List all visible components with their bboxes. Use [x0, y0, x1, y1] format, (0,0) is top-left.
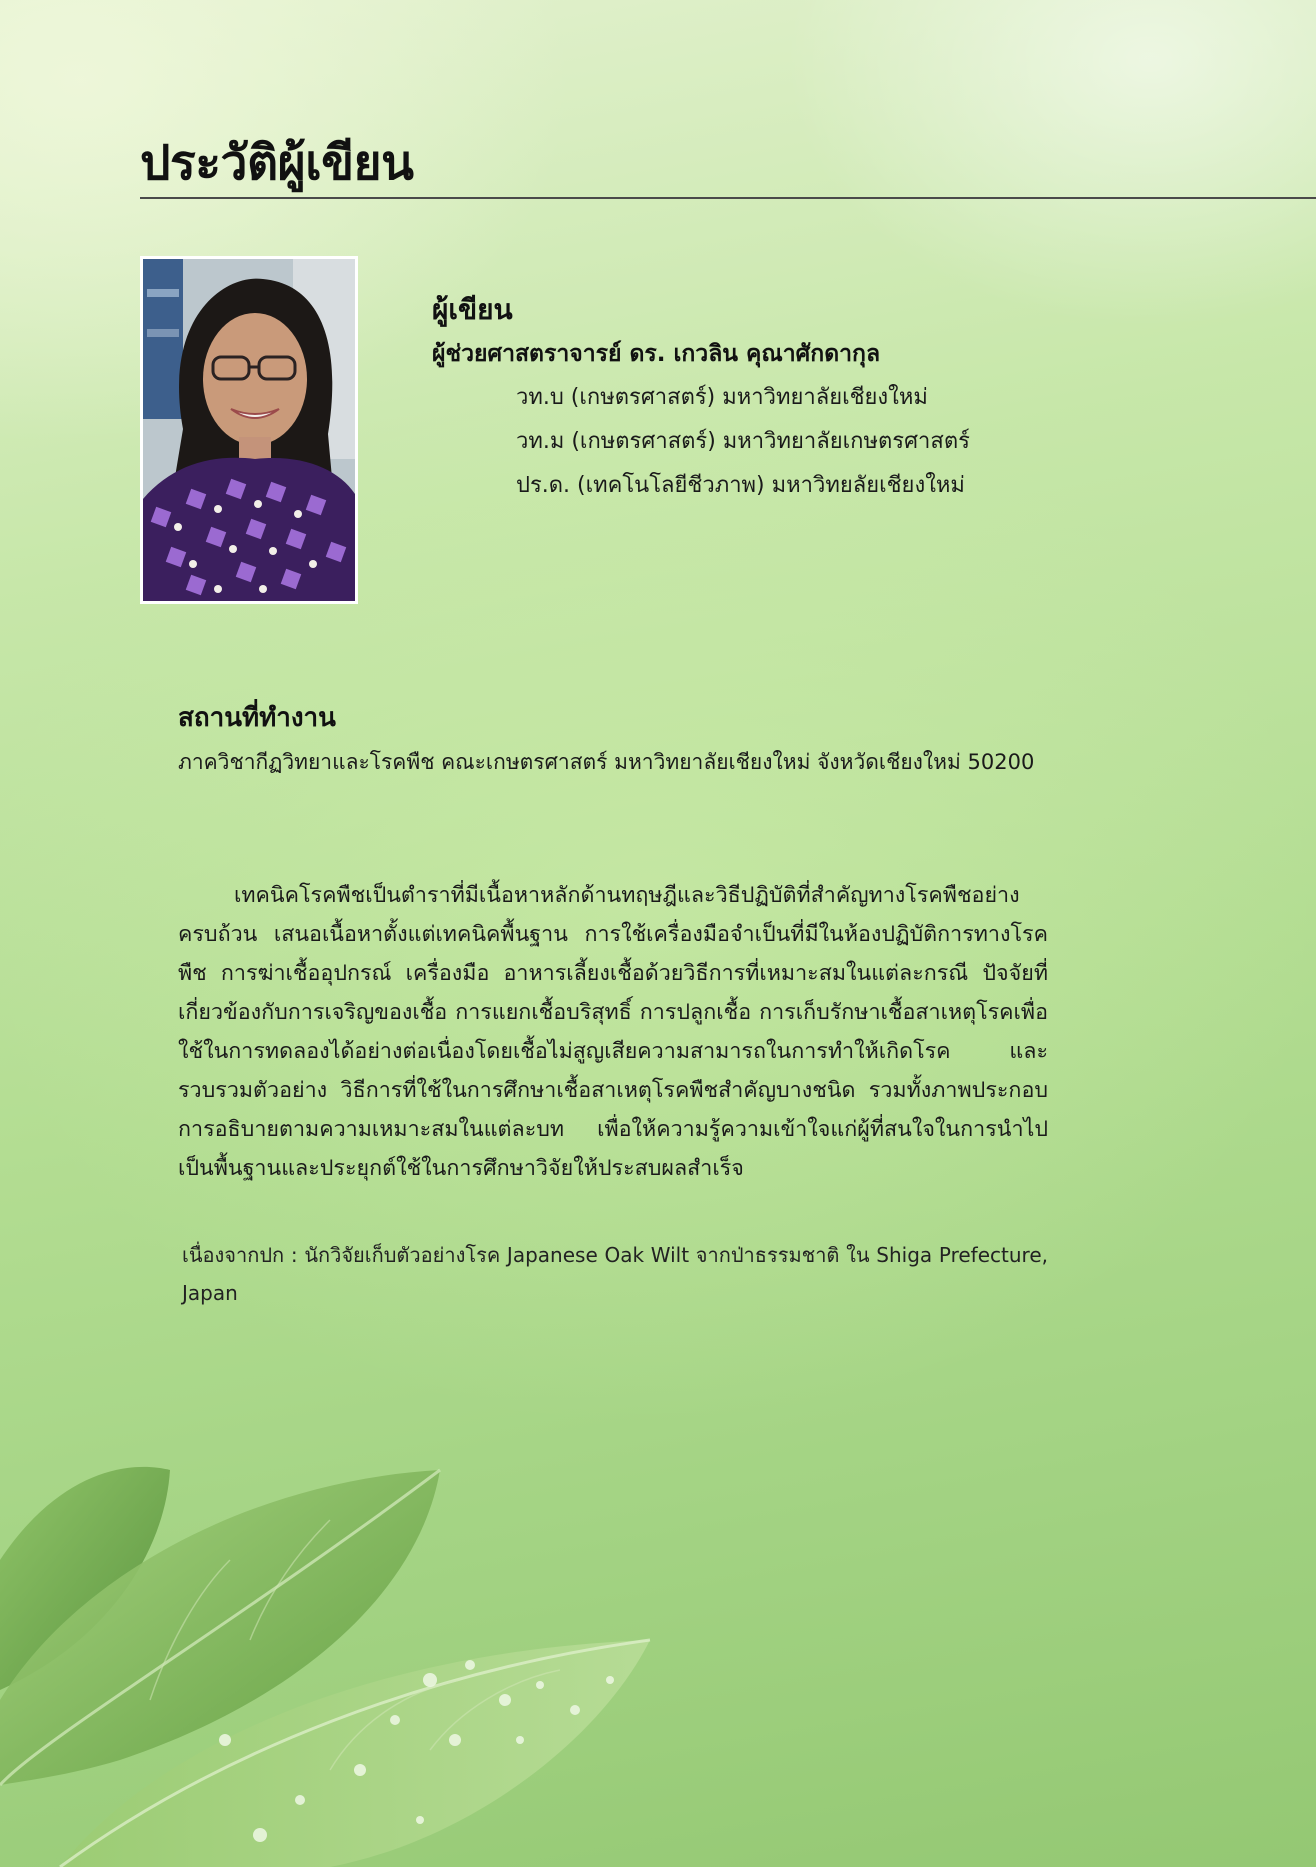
workplace-address: ภาควิชากีฏวิทยาและโรคพืช คณะเกษตรศาสตร์ มหาวิทยาลัยเชียงใหม่ จังหวัดเชียงใหม่ 50200 — [178, 750, 1035, 774]
degree-item: วท.บ (เกษตรศาสตร์) มหาวิทยาลัยเชียงใหม่ — [516, 385, 928, 410]
cover-caption: เนื่องจากปก : นักวิจัยเก็บตัวอย่างโรค Japanese Oak Wilt จากป่าธรรมชาติ ใน Shiga Prefecture, Japan — [182, 1243, 1048, 1305]
degree-item: ปร.ด. (เทคโนโลยีชีวภาพ) มหาวิทยลัยเชียงใหม่ — [516, 473, 965, 498]
author-heading: ผู้เขียน — [432, 293, 513, 326]
leaf-decoration — [0, 1440, 700, 1867]
page-title: ประวัติผู้เขียน — [140, 135, 414, 191]
book-abstract: เทคนิคโรคพืชเป็นตำราที่มีเนื้อหาหลักด้านทฤษฎีและวิธีปฏิบัติที่สำคัญทางโรคพืชอย่างครบถ้วน เสนอเนื้อหาตั้งแต่เทคนิคพื้นฐาน การใช้เครื่องมือจำเป็นที่มีในห้องปฏิบัติการทางโรคพืช การฆ่าเชื้ออุปกรณ์ เครื่องมือ อาหารเลี้ยงเชื้อด้วยวิธีการที่เหมาะสมในแต่ละกรณี ปัจจัยที่เกี่ยวข้องกับการเจริญของเชื้อ การแยกเชื้อบริสุทธิ์ การปลูกเชื้อ การเก็บรักษาเชื้อสาเหตุโรคเพื่อใช้ในการทดลองได้อย่างต่อเนื่องโดยเชื้อไม่สูญเสียความสามารถในการทำให้เกิดโรค และรวบรวมตัวอย่าง วิธีการที่ใช้ในการศึกษาเชื้อสาเหตุโรคพืชสำคัญบางชนิด รวมทั้งภาพประกอบการอธิบายตามความเหมาะสมในแต่ละบท เพื่อให้ความรู้ความเข้าใจแก่ผู้ที่สนใจในการนำไปเป็นพื้นฐานและประยุกต์ใช้ในการศึกษาวิจัยให้ประสบผลสำเร็จ — [178, 883, 1048, 1181]
author-photo — [140, 256, 358, 604]
degree-item: วท.ม (เกษตรศาสตร์) มหาวิทยาลัยเกษตรศาสตร์ — [516, 429, 970, 454]
workplace-section — [178, 698, 1034, 780]
author-info — [432, 290, 970, 508]
workplace-heading: สถานที่ทำงาน — [178, 703, 336, 733]
degree-list — [516, 376, 970, 508]
title-divider — [140, 197, 1316, 199]
author-name: ผู้ช่วยศาสตราจารย์ ดร. เกวลิน คุณาศักดากุล — [432, 341, 881, 367]
